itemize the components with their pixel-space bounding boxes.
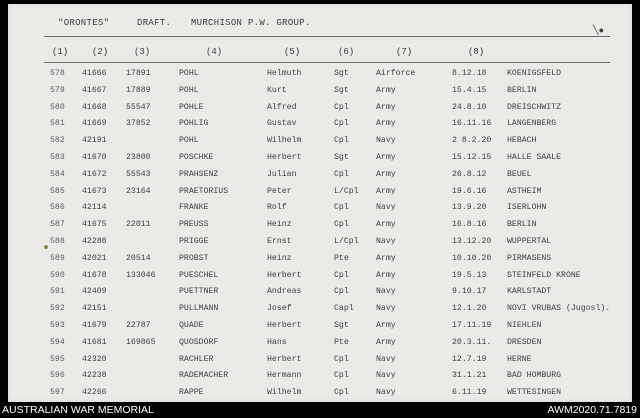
- birth-date-cell: 10.10.20: [452, 253, 492, 263]
- surname-cell: RADEMACHER: [179, 371, 229, 381]
- prisoner-number-cell: 42191: [82, 136, 107, 146]
- row-number-cell: 596: [50, 371, 65, 381]
- row-number-cell: 581: [50, 119, 65, 129]
- rank-cell: Sgt: [334, 69, 349, 78]
- prisoner-number-cell: 41670: [82, 153, 107, 162]
- prisoner-number-cell: 42151: [82, 304, 107, 314]
- rank-cell: Cpl: [334, 119, 349, 129]
- draft-label: DRAFT.: [137, 18, 172, 28]
- first-name-cell: Julian: [267, 169, 297, 179]
- first-name-cell: Herbert: [267, 270, 302, 280]
- birth-place-cell: PIRMASENS: [507, 253, 552, 263]
- surname-cell: PREUSS: [179, 220, 209, 230]
- first-name-cell: Herbert: [267, 321, 302, 330]
- rank-cell: Cpl: [334, 354, 349, 364]
- table-row: [8, 237, 632, 253]
- rank-cell: Sgt: [334, 321, 349, 330]
- birth-place-cell: HERNE: [507, 354, 532, 364]
- rank-cell: L/Cpl: [334, 186, 359, 196]
- row-number-cell: 593: [50, 321, 65, 330]
- service-number-cell: 55547: [126, 102, 151, 112]
- prisoner-number-cell: 42238: [82, 371, 107, 381]
- rank-cell: Cpl: [334, 136, 349, 146]
- surname-cell: PROBST: [179, 253, 209, 263]
- birth-place-cell: DREISCHWITZ: [507, 102, 562, 112]
- rank-cell: Pte: [334, 253, 349, 263]
- birth-date-cell: 8.12.18: [452, 69, 487, 78]
- first-name-cell: Helmuth: [267, 69, 302, 78]
- service-branch-cell: Army: [376, 85, 396, 95]
- rank-cell: Cpl: [334, 169, 349, 179]
- table-row: [8, 254, 632, 270]
- table-row: [8, 119, 632, 135]
- service-branch-cell: Army: [376, 270, 396, 280]
- first-name-cell: Kurt: [267, 85, 287, 95]
- row-number-cell: 588: [50, 237, 65, 246]
- birth-place-cell: BERLIN: [507, 220, 537, 230]
- birth-place-cell: BEUEL: [507, 169, 532, 179]
- prisoner-number-cell: 42114: [82, 203, 107, 213]
- birth-place-cell: DRESDEN: [507, 337, 542, 347]
- column-rule: [44, 62, 610, 63]
- surname-cell: POHL: [179, 136, 199, 146]
- service-branch-cell: Navy: [376, 354, 396, 364]
- ship-name: "ORONTES": [58, 18, 110, 28]
- service-branch-cell: Army: [376, 321, 396, 330]
- service-branch-cell: Navy: [376, 304, 396, 314]
- surname-cell: PUESCHEL: [179, 270, 219, 280]
- table-row: [8, 86, 632, 102]
- service-number-cell: 22787: [126, 321, 151, 330]
- prisoner-number-cell: 42409: [82, 287, 107, 297]
- prisoner-number-cell: 41681: [82, 337, 107, 347]
- header-rule: [44, 36, 610, 37]
- first-name-cell: Heinz: [267, 220, 292, 230]
- table-row: [8, 287, 632, 303]
- rank-cell: Sgt: [334, 85, 349, 95]
- surname-cell: PRAHSENZ: [179, 169, 219, 179]
- corner-mark: ╲●: [593, 26, 604, 36]
- birth-date-cell: 19.5.13: [452, 270, 487, 280]
- prisoner-number-cell: 41668: [82, 102, 107, 112]
- row-number-cell: 578: [50, 69, 65, 78]
- first-name-cell: Rolf: [267, 203, 287, 213]
- service-number-cell: 23164: [126, 186, 151, 196]
- column-number: (4): [206, 47, 223, 57]
- birth-date-cell: 20.3.11.: [452, 337, 492, 347]
- column-number: (5): [284, 47, 301, 57]
- row-number-cell: 580: [50, 102, 65, 112]
- service-branch-cell: Army: [376, 253, 396, 263]
- birth-date-cell: 9.10.17: [452, 287, 487, 297]
- column-number: (1): [52, 47, 69, 57]
- birth-date-cell: 15.4.15: [452, 85, 487, 95]
- surname-cell: RAPPE: [179, 388, 204, 398]
- table-row: [8, 220, 632, 236]
- surname-cell: PULLMANN: [179, 304, 219, 314]
- table-row: [8, 271, 632, 287]
- first-name-cell: Peter: [267, 186, 292, 196]
- birth-date-cell: 12.7.19: [452, 354, 487, 364]
- service-branch-cell: Army: [376, 186, 396, 196]
- table-row: [8, 103, 632, 119]
- table-row: [8, 355, 632, 371]
- first-name-cell: Alfred: [267, 102, 297, 112]
- table-row: [8, 304, 632, 320]
- prisoner-number-cell: 42288: [82, 237, 107, 246]
- prisoner-number-cell: 42320: [82, 354, 107, 364]
- service-number-cell: 37852: [126, 119, 151, 129]
- first-name-cell: Hermann: [267, 371, 302, 381]
- table-row: [8, 321, 632, 337]
- surname-cell: POHL: [179, 69, 199, 78]
- first-name-cell: Heinz: [267, 253, 292, 263]
- birth-date-cell: 16.8.16: [452, 220, 487, 230]
- group-label: MURCHISON P.W. GROUP.: [190, 18, 311, 28]
- first-name-cell: Wilhelm: [267, 136, 302, 146]
- surname-cell: POSCHKE: [179, 153, 214, 162]
- rank-cell: L/Cpl: [334, 237, 359, 246]
- table-row: [8, 69, 632, 85]
- birth-date-cell: 19.6.16: [452, 186, 487, 196]
- rank-cell: Cpl: [334, 102, 349, 112]
- row-number-cell: 586: [50, 203, 65, 213]
- surname-cell: PRAETORIUS: [179, 186, 229, 196]
- birth-place-cell: HALLE SAALE: [507, 153, 562, 162]
- prisoner-number-cell: 41678: [82, 270, 107, 280]
- first-name-cell: Hans: [267, 337, 287, 347]
- birth-place-cell: NIEHLEN: [507, 321, 542, 330]
- service-branch-cell: Army: [376, 220, 396, 230]
- surname-cell: FRANKE: [179, 203, 209, 213]
- surname-cell: POHLE: [179, 102, 204, 112]
- birth-place-cell: HEBACH: [507, 136, 537, 146]
- row-number-cell: 591: [50, 287, 65, 297]
- table-row: [8, 371, 632, 387]
- first-name-cell: Wilhelm: [267, 388, 302, 398]
- service-number-cell: 17891: [126, 69, 151, 78]
- prisoner-number-cell: 41679: [82, 321, 107, 330]
- birth-date-cell: 31.1.21: [452, 371, 487, 381]
- service-number-cell: 17889: [126, 85, 151, 95]
- rank-cell: Cpl: [334, 388, 349, 398]
- caption-right: AWM2020.71.7819: [547, 404, 637, 416]
- row-number-cell: 590: [50, 270, 65, 280]
- first-name-cell: Andreas: [267, 287, 302, 297]
- birth-date-cell: 15.12.15: [452, 153, 492, 162]
- service-number-cell: 55543: [126, 169, 151, 179]
- birth-date-cell: 13.12.20: [452, 237, 492, 246]
- birth-place-cell: BERLIN: [507, 85, 537, 95]
- caption-left: AUSTRALIAN WAR MEMORIAL: [2, 404, 154, 416]
- row-number-cell: 579: [50, 85, 65, 95]
- table-row: [8, 136, 632, 152]
- birth-place-cell: WUPPERTAL: [507, 237, 552, 246]
- first-name-cell: Ernst: [267, 237, 292, 246]
- service-branch-cell: Army: [376, 119, 396, 129]
- birth-date-cell: 17.11.19: [452, 321, 492, 330]
- service-branch-cell: Army: [376, 102, 396, 112]
- prisoner-number-cell: 41666: [82, 69, 107, 78]
- surname-cell: QUADE: [179, 321, 204, 330]
- column-number: (6): [338, 47, 355, 57]
- rank-cell: Cpl: [334, 287, 349, 297]
- service-branch-cell: Airforce: [376, 69, 416, 78]
- prisoner-number-cell: 41669: [82, 119, 107, 129]
- service-branch-cell: Navy: [376, 371, 396, 381]
- column-number: (3): [134, 47, 151, 57]
- service-branch-cell: Army: [376, 337, 396, 347]
- row-number-cell: 589: [50, 253, 65, 263]
- prisoner-number-cell: 42266: [82, 388, 107, 398]
- rank-cell: Capl: [334, 304, 354, 314]
- service-branch-cell: Navy: [376, 136, 396, 146]
- birth-date-cell: 12.1.20: [452, 304, 487, 314]
- row-number-cell: 597: [50, 388, 65, 398]
- table-row: [8, 203, 632, 219]
- birth-place-cell: LANGENBERG: [507, 119, 557, 129]
- birth-date-cell: 13.9.20: [452, 203, 487, 213]
- caption-bar: [0, 402, 640, 418]
- service-branch-cell: Navy: [376, 203, 396, 213]
- margin-dot: [44, 245, 48, 249]
- surname-cell: PUETTNER: [179, 287, 219, 297]
- document-header: [58, 18, 311, 28]
- row-number-cell: 584: [50, 169, 65, 179]
- document-sheet: [8, 4, 632, 402]
- rank-cell: Cpl: [334, 220, 349, 230]
- birth-place-cell: NOVI VRUBAS (Jugosl).: [507, 304, 611, 314]
- surname-cell: PRIGGE: [179, 237, 209, 246]
- table-row: [8, 187, 632, 203]
- row-number-cell: 583: [50, 153, 65, 162]
- column-number: (8): [468, 47, 485, 57]
- birth-place-cell: STEINFELD KRONE: [507, 270, 581, 280]
- service-branch-cell: Army: [376, 169, 396, 179]
- service-branch-cell: Navy: [376, 287, 396, 297]
- row-number-cell: 587: [50, 220, 65, 230]
- rank-cell: Cpl: [334, 371, 349, 381]
- rank-cell: Pte: [334, 337, 349, 347]
- row-number-cell: 595: [50, 354, 65, 364]
- service-branch-cell: Navy: [376, 388, 396, 398]
- row-number-cell: 582: [50, 136, 65, 146]
- service-number-cell: 169865: [126, 337, 156, 347]
- service-branch-cell: Navy: [376, 237, 396, 246]
- table-row: [8, 338, 632, 354]
- prisoner-number-cell: 41673: [82, 186, 107, 196]
- table-row: [8, 170, 632, 186]
- birth-place-cell: KARLSTADT: [507, 287, 552, 297]
- service-number-cell: 23800: [126, 153, 151, 162]
- birth-date-cell: 24.8.10: [452, 102, 487, 112]
- row-number-cell: 594: [50, 337, 65, 347]
- prisoner-number-cell: 42021: [82, 253, 107, 263]
- birth-place-cell: BAD HOMBURG: [507, 371, 562, 381]
- birth-place-cell: ISERLOHN: [507, 203, 547, 213]
- rank-cell: Cpl: [334, 270, 349, 280]
- service-branch-cell: Army: [376, 153, 396, 162]
- service-number-cell: 20514: [126, 253, 151, 263]
- first-name-cell: Herbert: [267, 153, 302, 162]
- service-number-cell: 133046: [126, 270, 156, 280]
- birth-date-cell: 26.8.12: [452, 169, 487, 179]
- surname-cell: POHL: [179, 85, 199, 95]
- surname-cell: POHLIG: [179, 119, 209, 129]
- column-number: (7): [396, 47, 413, 57]
- rank-cell: Cpl: [334, 203, 349, 213]
- service-number-cell: 22011: [126, 220, 151, 230]
- prisoner-number-cell: 41675: [82, 220, 107, 230]
- birth-place-cell: KOENIGSFELD: [507, 69, 562, 78]
- birth-date-cell: 2 8.2.20: [452, 136, 492, 146]
- surname-cell: QUOSDORF: [179, 337, 219, 347]
- row-number-cell: 585: [50, 186, 65, 196]
- birth-date-cell: 16.11.16: [452, 119, 492, 129]
- column-number: (2): [92, 47, 109, 57]
- first-name-cell: Gustav: [267, 119, 297, 129]
- birth-date-cell: 6.11.19: [452, 388, 487, 398]
- row-number-cell: 592: [50, 304, 65, 314]
- first-name-cell: Josef: [267, 304, 292, 314]
- rank-cell: Sgt: [334, 153, 349, 162]
- birth-place-cell: WETTESINGEN: [507, 388, 562, 398]
- first-name-cell: Herbert: [267, 354, 302, 364]
- prisoner-number-cell: 41672: [82, 169, 107, 179]
- surname-cell: RACHLER: [179, 354, 214, 364]
- prisoner-number-cell: 41667: [82, 85, 107, 95]
- table-row: [8, 153, 632, 169]
- birth-place-cell: ASTHEIM: [507, 186, 542, 196]
